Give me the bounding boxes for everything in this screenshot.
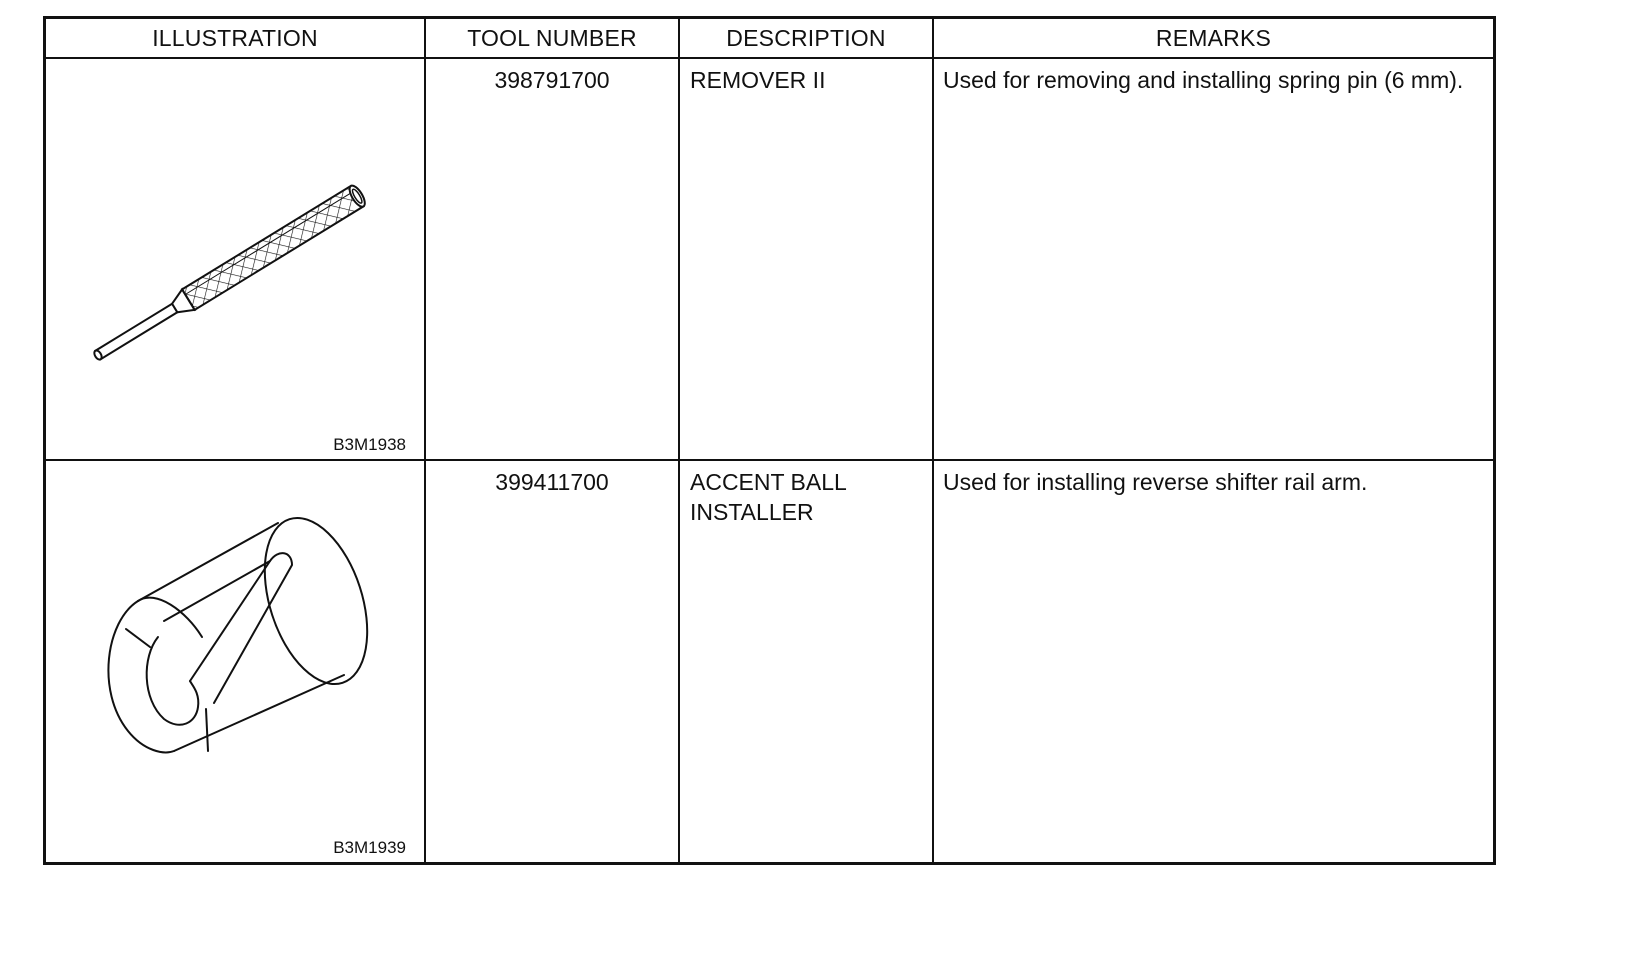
header-description: DESCRIPTION	[680, 19, 934, 59]
pin-punch-icon	[46, 59, 424, 459]
header-tool-number: TOOL NUMBER	[426, 19, 680, 59]
special-tools-table	[43, 16, 1496, 865]
description-cell: ACCENT BALL INSTALLER	[680, 461, 934, 863]
figure-code: B3M1938	[333, 434, 406, 454]
remarks-cell: Used for removing and installing spring pin (6 mm).	[934, 59, 1493, 461]
header-illustration: ILLUSTRATION	[46, 19, 426, 59]
figure-code: B3M1939	[333, 838, 406, 857]
header-remarks: REMARKS	[934, 19, 1493, 59]
slotted-sleeve-icon	[46, 461, 424, 861]
remarks-cell: Used for installing reverse shifter rail arm.	[943, 468, 1368, 495]
description-cell: REMOVER II	[680, 59, 934, 461]
illustration-cell	[46, 461, 426, 863]
tool-number-cell: 398791700	[426, 59, 680, 461]
illustration-cell	[46, 59, 426, 461]
tool-number-cell: 399411700	[426, 461, 680, 863]
